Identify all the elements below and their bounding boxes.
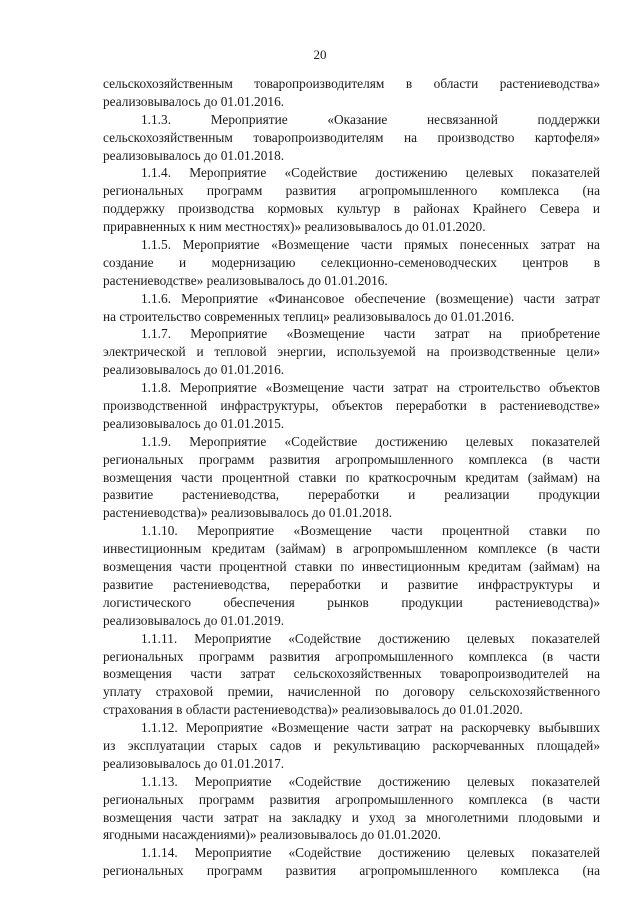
- text-line: 1.1.3. Мероприятие «Оказание несвязанной поддержки: [141, 111, 600, 127]
- paragraph: [103, 75, 600, 111]
- paragraph: [103, 236, 600, 290]
- paragraph: [103, 719, 600, 773]
- text-line: на строительство современных теплиц» реализовывалось до 01.01.2016.: [103, 308, 515, 324]
- text-line: из эксплуатации старых садов и рекультивацию раскорчеванных площадей»: [103, 737, 600, 753]
- text-line: поддержку производства кормовых культур в районах Крайнего Севера и: [103, 201, 600, 217]
- text-line: 1.1.5. Мероприятие «Возмещение части прямых понесенных затрат на: [141, 237, 600, 253]
- text-line: 1.1.11. Мероприятие «Содействие достижению целевых показателей: [141, 630, 600, 646]
- paragraph: [103, 111, 600, 165]
- text-line: 1.1.9. Мероприятие «Содействие достижению целевых показателей: [141, 433, 600, 449]
- paragraph: [103, 630, 600, 719]
- text-line: 1.1.4. Мероприятие «Содействие достижению целевых показателей: [141, 165, 600, 181]
- text-line: инвестиционным кредитам (займам) в агропромышленном комплексе (в части: [103, 541, 600, 557]
- text-line: реализовывалось до 01.01.2016.: [103, 93, 285, 109]
- text-line: реализовывалось до 01.01.2019.: [103, 612, 285, 628]
- text-line: развитие растениеводства, переработки и развитие инфраструктуры и: [103, 576, 600, 592]
- document-body: [103, 75, 600, 880]
- text-line: региональных программ развития агропромышленного комплекса (в части: [103, 451, 600, 467]
- text-line: реализовывалось до 01.01.2016.: [103, 362, 285, 378]
- text-line: региональных программ развития агропромышленного комплекса (на: [103, 183, 600, 199]
- text-line: реализовывалось до 01.01.2018.: [103, 147, 285, 163]
- text-line: сельскохозяйственным товаропроизводителям в области растениеводства»: [103, 76, 600, 91]
- text-line: уплату страховой премии, начисленной по договору сельскохозяйственного: [103, 684, 600, 700]
- text-line: 1.1.12. Мероприятие «Возмещение части затрат на раскорчевку выбывших: [141, 720, 600, 736]
- text-line: создание и модернизацию селекционно-семеноводческих центров в: [103, 254, 600, 270]
- text-line: региональных программ развития агропромышленного комплекса (в части: [103, 791, 600, 807]
- page-number: 20: [313, 47, 327, 62]
- text-line: ягодными насаждениями)» реализовывалось до 01.01.2020.: [103, 827, 441, 843]
- text-line: 1.1.6. Мероприятие «Финансовое обеспечение (возмещение) части затрат: [141, 290, 600, 306]
- paragraph: [103, 522, 600, 629]
- paragraph: [103, 290, 600, 326]
- text-line: развитие растениеводства, переработки и реализации продукции: [103, 487, 600, 503]
- text-line: 1.1.10. Мероприятие «Возмещение части процентной ставки по: [141, 523, 600, 539]
- text-line: производственной инфраструктуры, объектов переработки в растениеводстве»: [103, 398, 600, 414]
- text-line: региональных программ развития агропромышленного комплекса (на: [103, 863, 600, 879]
- paragraph: [103, 844, 600, 880]
- text-line: сельскохозяйственным товаропроизводителям на производство картофеля»: [103, 129, 600, 145]
- text-line: логистического обеспечения рынков продукции растениеводства)»: [103, 594, 600, 610]
- text-line: возмещения части затрат на закладку и уход за многолетними плодовыми и: [103, 809, 600, 825]
- paragraph: [103, 325, 600, 379]
- text-line: возмещения части процентной ставки по инвестиционным кредитам (займам) на: [103, 559, 600, 575]
- paragraph: [103, 433, 600, 522]
- text-line: приравненных к ним местностях)» реализовывалось до 01.01.2020.: [103, 219, 486, 235]
- text-line: 1.1.8. Мероприятие «Возмещение части затрат на строительство объектов: [141, 380, 600, 396]
- text-line: возмещения части процентной ставки по краткосрочным кредитам (займам) на: [103, 469, 600, 485]
- text-line: возмещения части затрат сельскохозяйственных товаропроизводителей на: [103, 666, 600, 682]
- paragraph: [103, 164, 600, 236]
- text-line: реализовывалось до 01.01.2017.: [103, 755, 285, 771]
- text-line: растениеводства)» реализовывалось до 01.01.2018.: [103, 505, 393, 521]
- text-line: растениеводстве» реализовывалось до 01.01.2016.: [103, 272, 388, 288]
- text-line: 1.1.7. Мероприятие «Возмещение части затрат на приобретение: [141, 326, 600, 342]
- text-line: страхования в области растениеводства)» реализовывалось до 01.01.2020.: [103, 702, 523, 718]
- text-line: реализовывалось до 01.01.2015.: [103, 415, 285, 431]
- text-line: 1.1.14. Мероприятие «Содействие достижению целевых показателей: [141, 845, 600, 861]
- text-line: 1.1.13. Мероприятие «Содействие достижению целевых показателей: [141, 773, 600, 789]
- text-line: региональных программ развития агропромышленного комплекса (в части: [103, 648, 600, 664]
- paragraph: [103, 379, 600, 433]
- text-line: электрической и тепловой энергии, используемой на производственные цели»: [103, 344, 600, 360]
- paragraph: [103, 773, 600, 845]
